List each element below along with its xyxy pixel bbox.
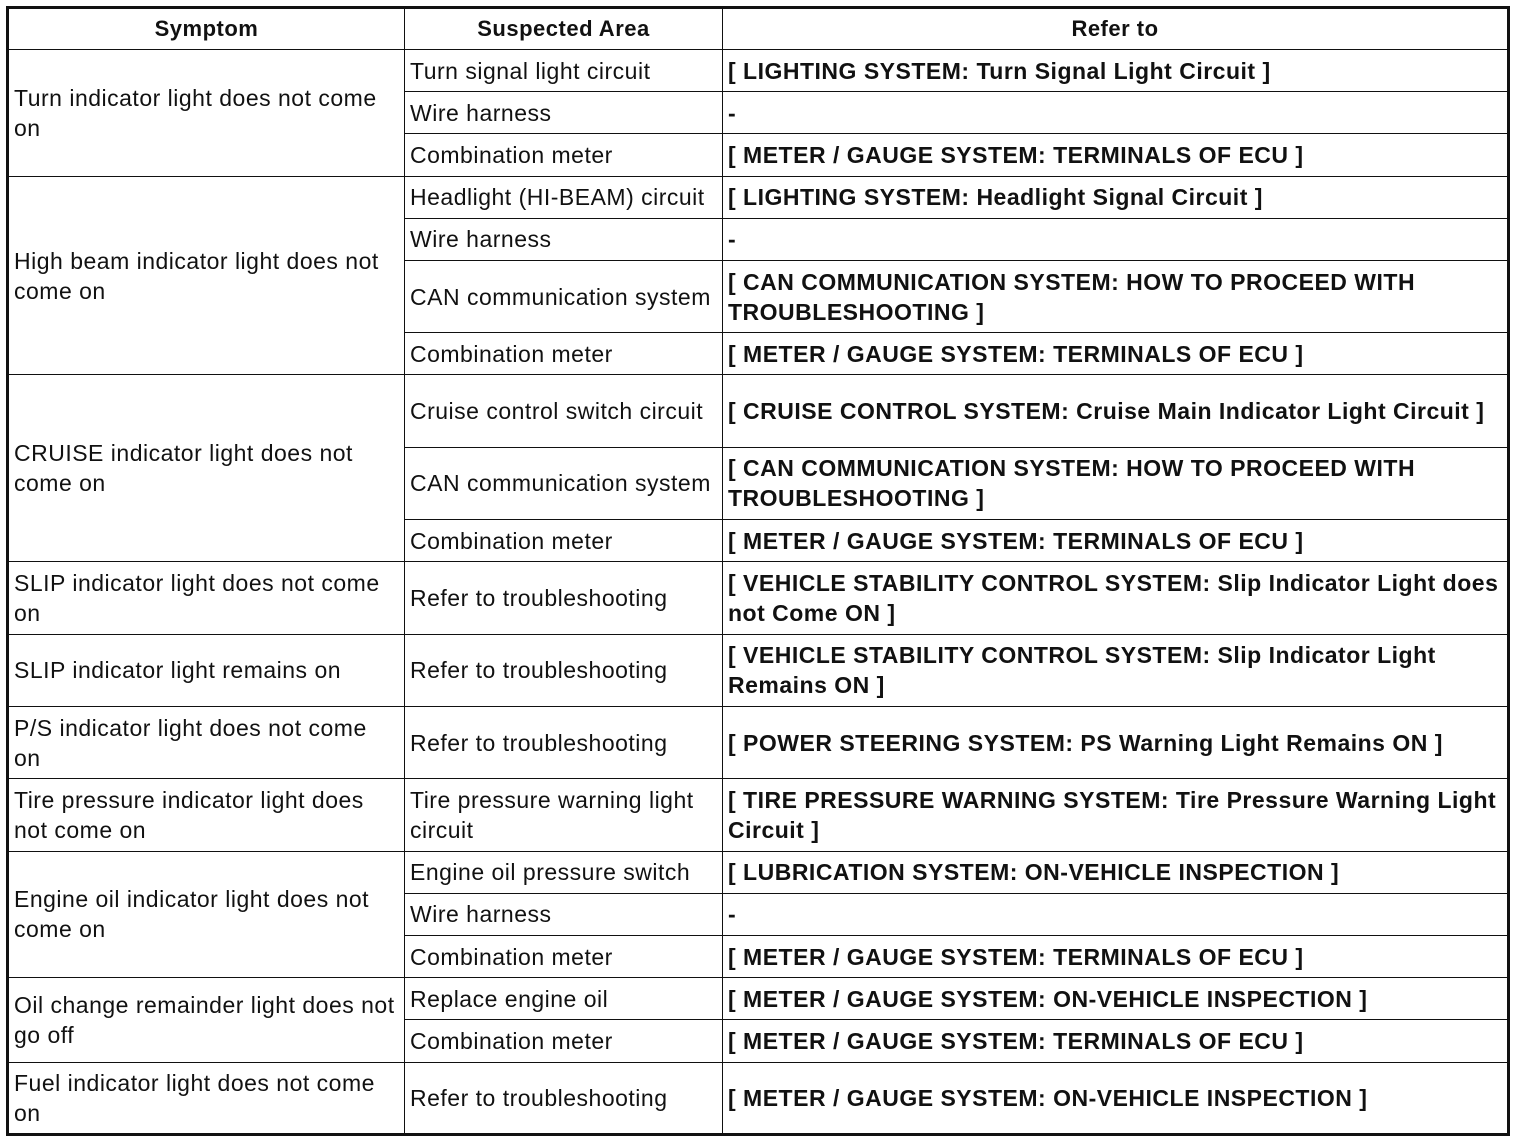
suspected-area-cell: Combination meter: [405, 935, 723, 977]
suspected-area-cell: Combination meter: [405, 134, 723, 176]
suspected-area-cell: CAN communication system: [405, 447, 723, 519]
refer-to-cell: [ LUBRICATION SYSTEM: ON-VEHICLE INSPECTION ]: [723, 851, 1509, 893]
suspected-area-cell: Turn signal light circuit: [405, 50, 723, 92]
suspected-area-cell: Headlight (HI-BEAM) circuit: [405, 176, 723, 218]
table-row: [8, 375, 1509, 447]
refer-to-cell: -: [723, 893, 1509, 935]
symptom-cell: SLIP indicator light does not come on: [8, 562, 405, 634]
suspected-area-cell: CAN communication system: [405, 260, 723, 332]
refer-to-cell: [ LIGHTING SYSTEM: Turn Signal Light Circuit ]: [723, 50, 1509, 92]
refer-to-cell: [ METER / GAUGE SYSTEM: TERMINALS OF ECU ]: [723, 520, 1509, 562]
header-refer-to: Refer to: [723, 8, 1509, 50]
suspected-area-cell: Wire harness: [405, 92, 723, 134]
header-symptom: Symptom: [8, 8, 405, 50]
suspected-area-cell: Replace engine oil: [405, 978, 723, 1020]
refer-to-cell: [ CAN COMMUNICATION SYSTEM: HOW TO PROCEED WITH TROUBLESHOOTING ]: [723, 447, 1509, 519]
table-row: [8, 779, 1509, 851]
suspected-area-cell: Tire pressure warning light circuit: [405, 779, 723, 851]
table-row: [8, 706, 1509, 778]
table-row: [8, 50, 1509, 92]
suspected-area-cell: Cruise control switch circuit: [405, 375, 723, 447]
suspected-area-cell: Refer to troubleshooting: [405, 562, 723, 634]
refer-to-cell: [ POWER STEERING SYSTEM: PS Warning Light Remains ON ]: [723, 706, 1509, 778]
refer-to-cell: [ METER / GAUGE SYSTEM: TERMINALS OF ECU ]: [723, 333, 1509, 375]
refer-to-cell: -: [723, 218, 1509, 260]
refer-to-cell: [ METER / GAUGE SYSTEM: ON-VEHICLE INSPECTION ]: [723, 978, 1509, 1020]
header-row: [8, 8, 1509, 50]
table-row: [8, 851, 1509, 893]
suspected-area-cell: Wire harness: [405, 218, 723, 260]
refer-to-cell: [ VEHICLE STABILITY CONTROL SYSTEM: Slip Indicator Light Remains ON ]: [723, 634, 1509, 706]
refer-to-cell: [ METER / GAUGE SYSTEM: TERMINALS OF ECU ]: [723, 1020, 1509, 1062]
refer-to-cell: [ TIRE PRESSURE WARNING SYSTEM: Tire Pressure Warning Light Circuit ]: [723, 779, 1509, 851]
refer-to-cell: [ METER / GAUGE SYSTEM: ON-VEHICLE INSPECTION ]: [723, 1062, 1509, 1134]
symptom-cell: Oil change remainder light does not go off: [8, 978, 405, 1062]
symptom-cell: Fuel indicator light does not come on: [8, 1062, 405, 1134]
refer-to-cell: [ VEHICLE STABILITY CONTROL SYSTEM: Slip Indicator Light does not Come ON ]: [723, 562, 1509, 634]
table-row: [8, 1062, 1509, 1134]
table-row: [8, 634, 1509, 706]
refer-to-cell: [ LIGHTING SYSTEM: Headlight Signal Circuit ]: [723, 176, 1509, 218]
refer-to-cell: [ METER / GAUGE SYSTEM: TERMINALS OF ECU ]: [723, 134, 1509, 176]
symptom-cell: SLIP indicator light remains on: [8, 634, 405, 706]
suspected-area-cell: Combination meter: [405, 520, 723, 562]
refer-to-cell: -: [723, 92, 1509, 134]
suspected-area-cell: Refer to troubleshooting: [405, 634, 723, 706]
table-row: [8, 978, 1509, 1020]
table-row: [8, 176, 1509, 218]
suspected-area-cell: Combination meter: [405, 333, 723, 375]
symptom-cell: CRUISE indicator light does not come on: [8, 375, 405, 562]
symptom-cell: Engine oil indicator light does not come on: [8, 851, 405, 978]
symptom-cell: Tire pressure indicator light does not come on: [8, 779, 405, 851]
refer-to-cell: [ CRUISE CONTROL SYSTEM: Cruise Main Indicator Light Circuit ]: [723, 375, 1509, 447]
symptom-cell: High beam indicator light does not come on: [8, 176, 405, 375]
suspected-area-cell: Wire harness: [405, 893, 723, 935]
table-row: [8, 562, 1509, 634]
suspected-area-cell: Combination meter: [405, 1020, 723, 1062]
suspected-area-cell: Refer to troubleshooting: [405, 706, 723, 778]
troubleshooting-table: [6, 6, 1510, 1136]
symptom-cell: Turn indicator light does not come on: [8, 50, 405, 177]
refer-to-cell: [ METER / GAUGE SYSTEM: TERMINALS OF ECU ]: [723, 935, 1509, 977]
suspected-area-cell: Engine oil pressure switch: [405, 851, 723, 893]
header-suspected-area: Suspected Area: [405, 8, 723, 50]
suspected-area-cell: Refer to troubleshooting: [405, 1062, 723, 1134]
refer-to-cell: [ CAN COMMUNICATION SYSTEM: HOW TO PROCEED WITH TROUBLESHOOTING ]: [723, 260, 1509, 332]
symptom-cell: P/S indicator light does not come on: [8, 706, 405, 778]
